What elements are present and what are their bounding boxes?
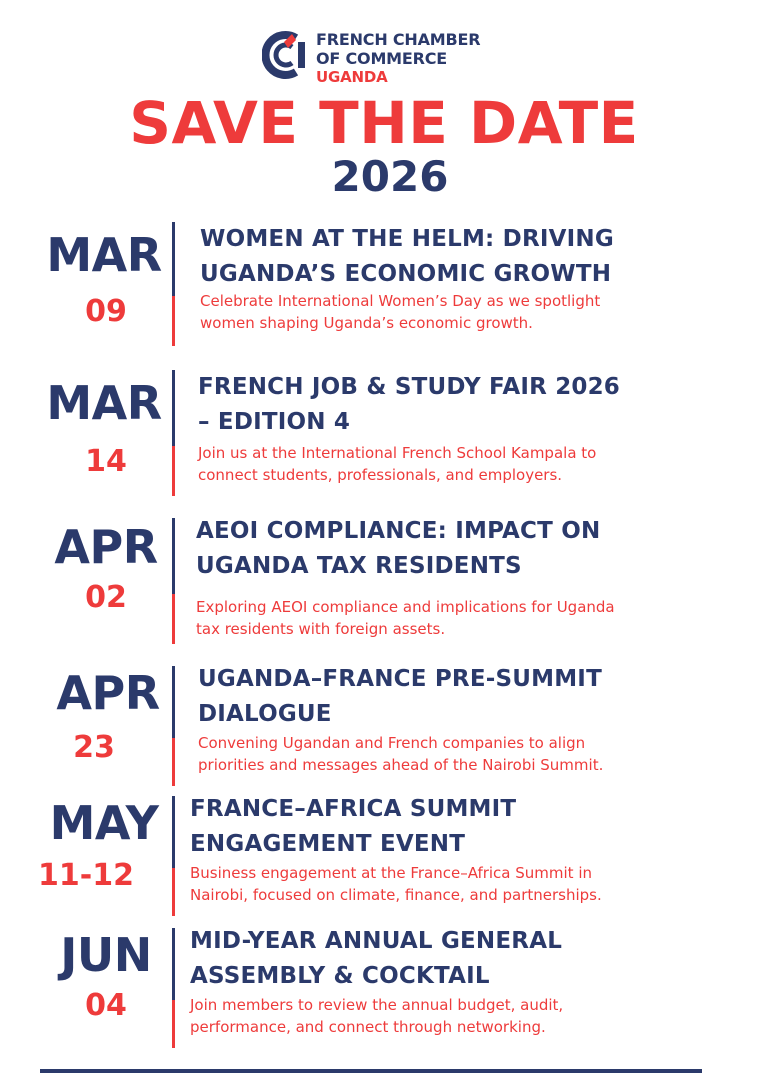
event-month: MAR — [46, 228, 162, 282]
event-description: Join members to review the annual budget, audit, performance, and connect through networking. — [190, 996, 564, 1036]
event-description: Join us at the International French School Kampala to connect students, professionals, and employers. — [198, 444, 597, 484]
event-divider — [172, 370, 175, 496]
event-divider — [172, 928, 175, 1048]
event-title: FRANCE–AFRICA SUMMIT ENGAGEMENT EVENT — [190, 796, 517, 857]
event-month: MAY — [49, 796, 159, 850]
event-month: APR — [54, 520, 158, 574]
event-title: UGANDA–FRANCE PRE-SUMMIT DIALOGUE — [198, 666, 602, 727]
logo-line-2: OF COMMERCE — [316, 49, 448, 68]
event-title: WOMEN AT THE HELM: DRIVING UGANDA’S ECONOMIC GROWTH — [200, 226, 614, 287]
event-day: 02 — [85, 580, 127, 615]
event-month: MAR — [46, 376, 162, 430]
event-divider — [172, 222, 175, 346]
event-title: FRENCH JOB & STUDY FAIR 2026 – EDITION 4 — [198, 374, 621, 435]
event-description: Business engagement at the France–Africa Summit in Nairobi, focused on climate, finance, and partnerships. — [190, 864, 602, 904]
cci-logo-icon — [262, 30, 308, 80]
event-divider — [172, 666, 175, 786]
event-title: MID-YEAR ANNUAL GENERAL ASSEMBLY & COCKTAIL — [190, 928, 563, 989]
save-the-date-title: SAVE THE DATE — [129, 89, 639, 157]
event-description: Celebrate International Women’s Day as we spotlight women shaping Uganda’s economic growth. — [200, 292, 601, 332]
event-day: 23 — [73, 730, 115, 765]
event-day: 11-12 — [38, 858, 134, 893]
event-divider — [172, 796, 175, 916]
event-day: 14 — [85, 444, 127, 479]
logo-line-3: UGANDA — [316, 68, 388, 86]
event-month: JUN — [60, 928, 152, 982]
year-heading: 2026 — [331, 152, 449, 201]
logo-line-1: FRENCH CHAMBER — [316, 30, 481, 49]
event-day: 04 — [85, 988, 127, 1023]
event-description: Exploring AEOI compliance and implications for Uganda tax residents with foreign assets. — [196, 598, 615, 638]
bottom-divider — [40, 1069, 702, 1073]
event-divider — [172, 518, 175, 644]
event-day: 09 — [85, 294, 127, 329]
event-description: Convening Ugandan and French companies to align priorities and messages ahead of the Nairobi Summit. — [198, 734, 604, 774]
chamber-logo — [262, 28, 502, 88]
event-month: APR — [56, 666, 160, 720]
event-title: AEOI COMPLIANCE: IMPACT ON UGANDA TAX RESIDENTS — [196, 518, 601, 579]
